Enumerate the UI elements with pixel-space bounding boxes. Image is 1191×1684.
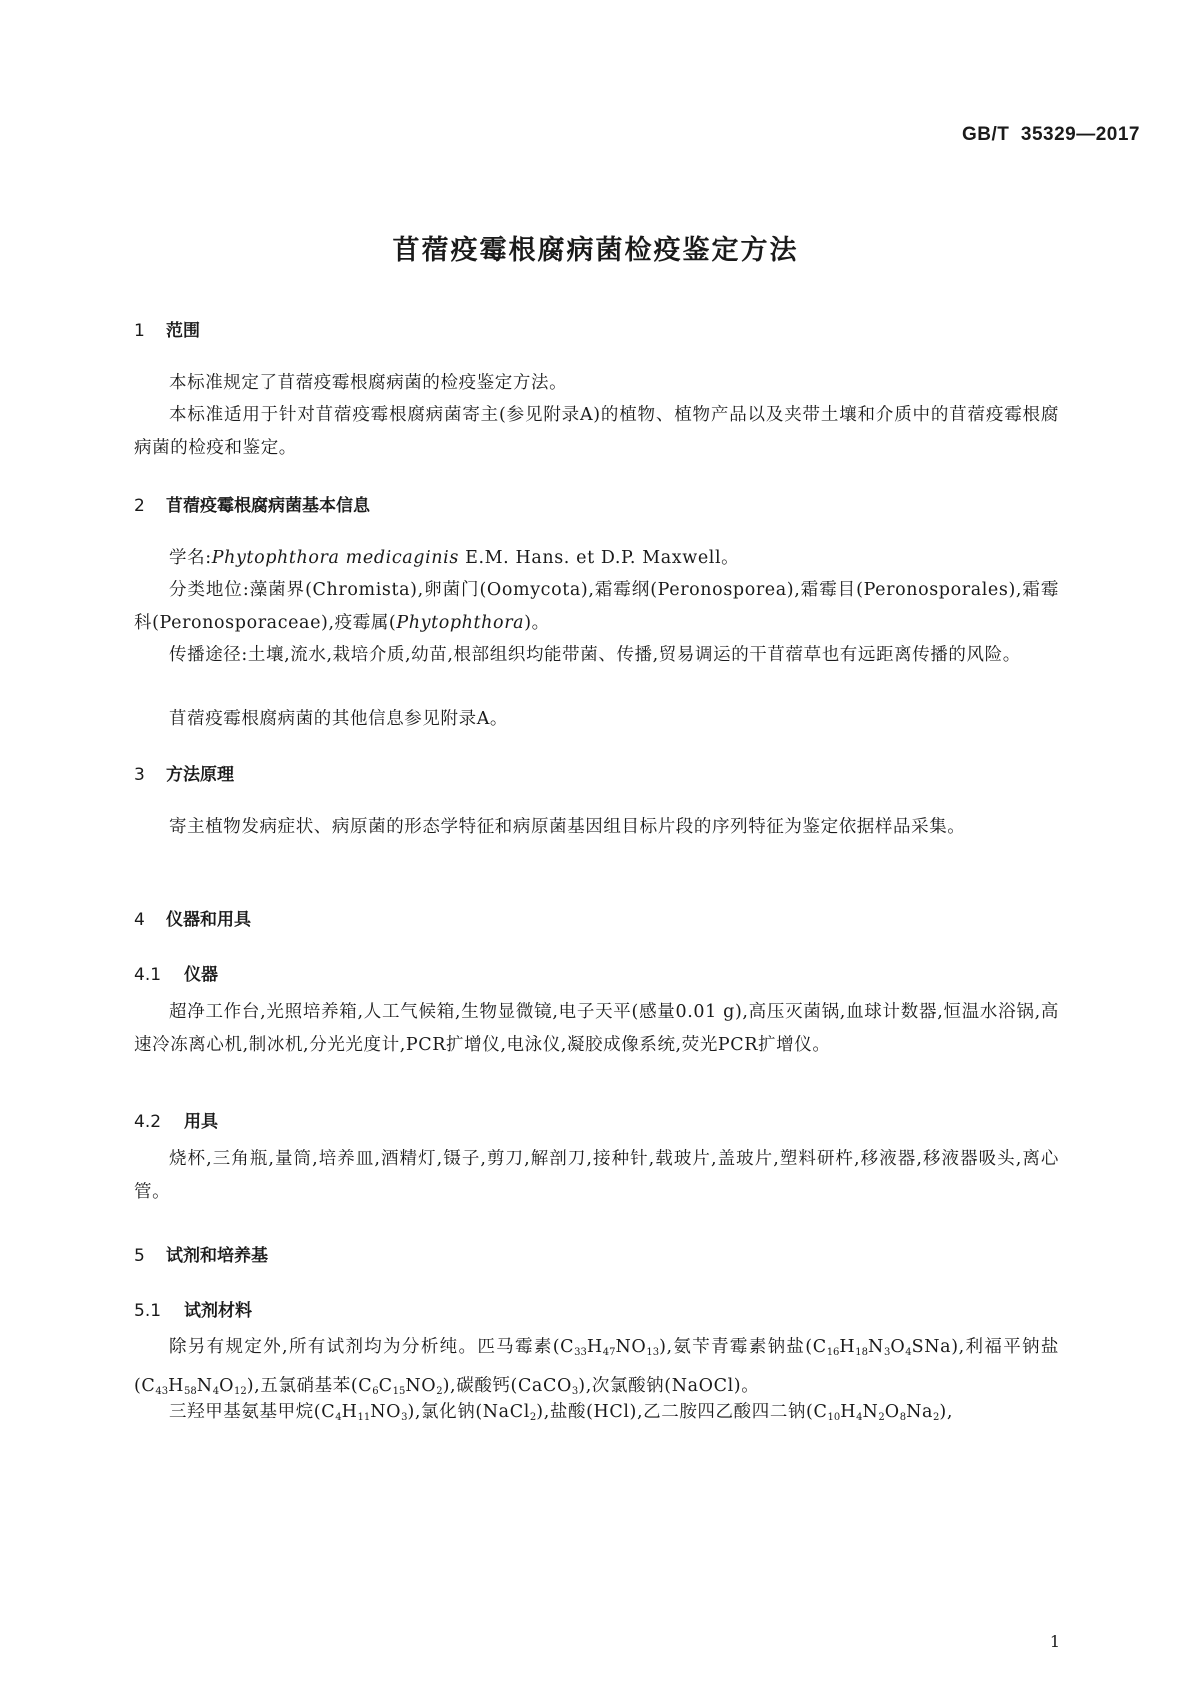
text: N xyxy=(868,1337,884,1357)
text: H xyxy=(839,1337,856,1357)
section-number: 5 xyxy=(134,1246,145,1266)
section-title: 仪器和用具 xyxy=(166,910,251,930)
text: H xyxy=(586,1337,603,1357)
text: O xyxy=(890,1337,906,1357)
text: ),碳酸钙(CaCO xyxy=(442,1375,572,1396)
subscript: 10 xyxy=(827,1412,841,1423)
subsection-number: 4.2 xyxy=(134,1112,162,1132)
subscript: 13 xyxy=(646,1347,660,1358)
paragraph: 烧杯,三角瓶,量筒,培养皿,酒精灯,镊子,剪刀,解剖刀,接种针,载玻片,盖玻片,塑料研杵,移液器,移液器吸头,离心管。 xyxy=(134,1149,1059,1202)
text: 分类地位:藻菌界(Chromista),卵菌门(Oomycota),霜霉纲(Peronosporea),霜霉目(Peronosporales),霜霉科(Peronosporaceae),疫霉属( xyxy=(134,580,1059,633)
section-heading-3 xyxy=(134,760,234,785)
subscript: 2 xyxy=(436,1385,443,1397)
section-title: 苜蓿疫霉根腐病菌基本信息 xyxy=(166,496,370,516)
subscript: 2 xyxy=(529,1412,537,1423)
section-number: 4 xyxy=(134,910,145,930)
page-number: 1 xyxy=(1049,1632,1060,1651)
subscript: 2 xyxy=(933,1412,940,1423)
subscript: 58 xyxy=(184,1385,197,1397)
standard-code: 35329—2017 xyxy=(1020,124,1140,145)
document-title: 苜蓿疫霉根腐病菌检疫鉴定方法 xyxy=(392,235,799,266)
text: ), xyxy=(939,1402,953,1422)
text: H xyxy=(840,1402,857,1422)
text: ),次氯酸钠(NaOCl)。 xyxy=(578,1375,760,1396)
text: H xyxy=(168,1375,185,1396)
text: O xyxy=(884,1402,900,1422)
text: ),盐酸(HCl),乙二胺四乙酸四二钠(C xyxy=(536,1402,828,1422)
subscript: 15 xyxy=(392,1385,406,1397)
text: C xyxy=(378,1375,393,1396)
text: 学名: xyxy=(169,548,212,568)
paragraph: 寄主植物发病症状、病原菌的形态学特征和病原菌基因组目标片段的序列特征为鉴定依据样品采集。 xyxy=(169,817,966,837)
text: NO xyxy=(615,1337,647,1357)
subscript: 16 xyxy=(826,1347,840,1358)
text: NO xyxy=(405,1375,437,1396)
text: ),五氯硝基苯(C xyxy=(246,1375,373,1396)
subscript: 6 xyxy=(372,1385,379,1397)
standard-number xyxy=(880,124,1140,146)
subscript: 4 xyxy=(212,1385,220,1397)
section-heading-5 xyxy=(134,1241,268,1266)
section-number: 2 xyxy=(134,496,145,516)
paragraph-taxonomy xyxy=(134,574,1059,639)
paragraph: 苜蓿疫霉根腐病菌的其他信息参见附录A。 xyxy=(169,709,509,729)
paragraph: 本标准适用于针对苜蓿疫霉根腐病菌寄主(参见附录A)的植物、植物产品以及夹带土壤和介质中的苜蓿疫霉根腐病菌的检疫和鉴定。 xyxy=(134,405,1059,458)
text: Na xyxy=(906,1402,934,1422)
text: )。 xyxy=(524,612,550,633)
section-heading-2 xyxy=(134,491,370,516)
text: ),氯化钠(NaCl xyxy=(407,1402,530,1422)
subscript: 2 xyxy=(878,1412,885,1423)
paragraph-reagents-2 xyxy=(134,1396,1059,1435)
text: NO xyxy=(370,1402,402,1422)
subsection-title: 用具 xyxy=(184,1112,218,1132)
subscript: 43 xyxy=(155,1385,169,1397)
section-number: 3 xyxy=(134,765,145,785)
subscript: 33 xyxy=(574,1347,587,1358)
subsection-heading-5-1 xyxy=(134,1296,252,1321)
latin-name: Phytophthora medicaginis xyxy=(211,548,459,568)
subscript: 47 xyxy=(602,1347,616,1358)
paragraph: 超净工作台,光照培养箱,人工气候箱,生物显微镜,电子天平(感量0.01 g),高压灭菌锅,血球计数器,恒温水浴锅,高速冷冻离心机,制冰机,分光光度计,PCR扩增仪,电泳仪,凝胶成像系统,荧光PCR扩增仪。 xyxy=(134,1002,1059,1055)
section-heading-1 xyxy=(134,316,200,341)
text: 三羟甲基氨基甲烷(C xyxy=(169,1402,336,1422)
subscript: 4 xyxy=(335,1412,342,1423)
subsection-title: 仪器 xyxy=(184,965,218,985)
subscript: 11 xyxy=(357,1412,371,1423)
text: 除另有规定外,所有试剂均为分析纯。匹马霉素(C xyxy=(169,1337,575,1357)
text: E.M. Hans. et D.P. Maxwell。 xyxy=(458,548,740,568)
subscript: 8 xyxy=(899,1412,907,1423)
standard-prefix: GB/T xyxy=(961,124,1010,145)
subsection-title: 试剂材料 xyxy=(184,1301,252,1321)
section-title: 方法原理 xyxy=(166,765,234,785)
text: O xyxy=(219,1375,235,1396)
text: N xyxy=(196,1375,213,1396)
text: N xyxy=(862,1402,879,1422)
latin-name: Phytophthora xyxy=(396,612,525,633)
paragraph-scientific-name xyxy=(134,542,1059,575)
subscript: 18 xyxy=(855,1347,869,1358)
text: H xyxy=(341,1402,358,1422)
subsection-number: 5.1 xyxy=(134,1301,162,1321)
subscript: 4 xyxy=(856,1412,863,1423)
paragraph: 传播途径:土壤,流水,栽培介质,幼苗,根部组织均能带菌、传播,贸易调运的干苜蓿草也有远距离传播的风险。 xyxy=(169,645,1021,665)
subscript: 4 xyxy=(905,1347,912,1358)
section-title: 范围 xyxy=(166,321,200,341)
subsection-number: 4.1 xyxy=(134,965,162,985)
subscript: 3 xyxy=(571,1385,579,1397)
section-number: 1 xyxy=(134,321,145,341)
section-title: 试剂和培养基 xyxy=(166,1246,268,1266)
section-heading-4 xyxy=(134,905,251,930)
text: ),氨苄青霉素钠盐(C xyxy=(659,1337,827,1357)
subscript: 3 xyxy=(401,1412,408,1423)
paragraph: 本标准规定了苜蓿疫霉根腐病菌的检疫鉴定方法。 xyxy=(169,373,568,393)
text: SNa),利福平钠盐(C xyxy=(134,1337,1059,1396)
subscript: 3 xyxy=(883,1347,891,1358)
subsection-heading-4-1 xyxy=(134,960,218,985)
subsection-heading-4-2 xyxy=(134,1107,218,1132)
subscript: 12 xyxy=(234,1385,247,1397)
